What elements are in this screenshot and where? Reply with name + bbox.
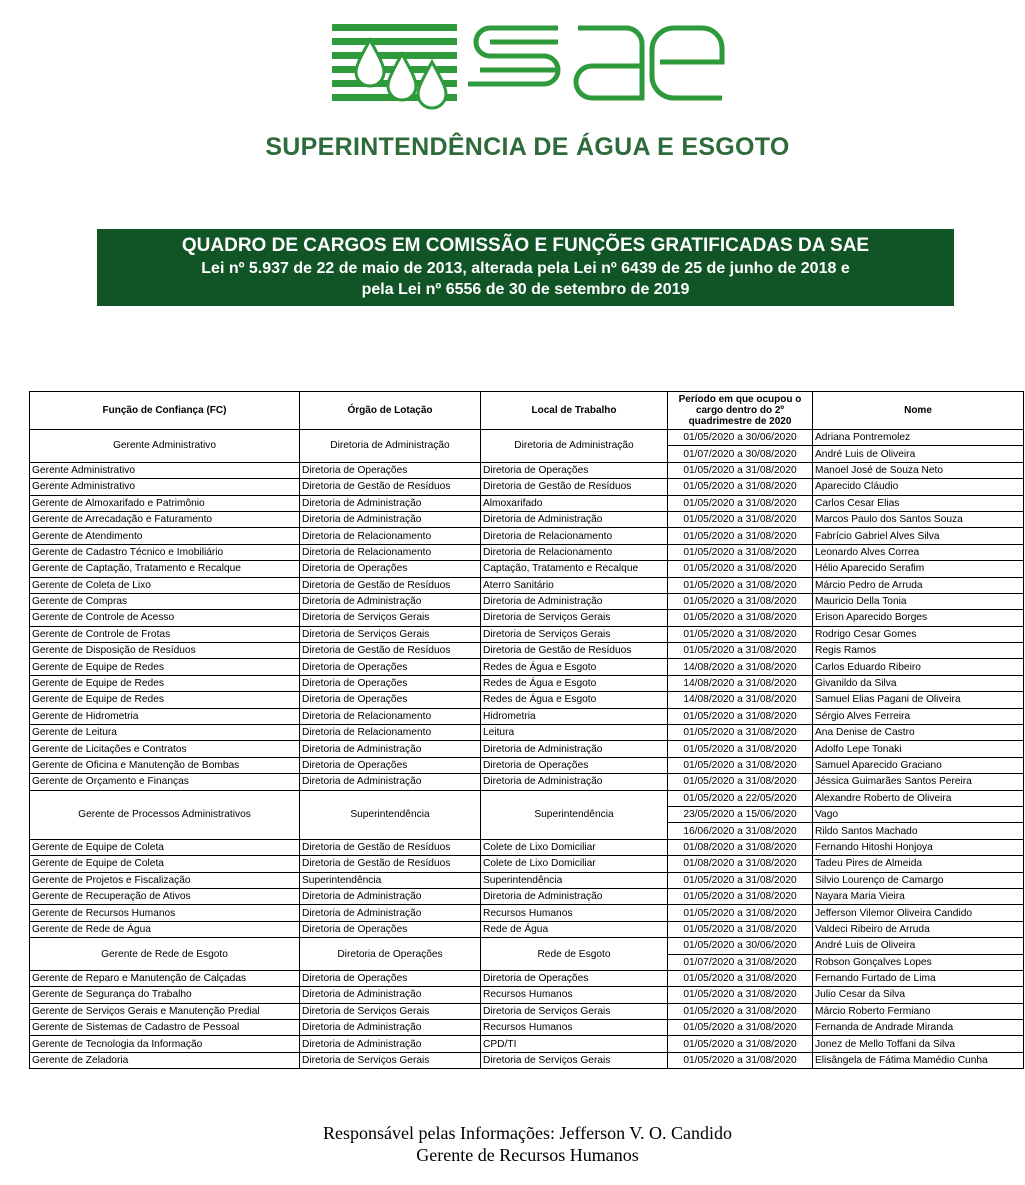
cell-periodo: 01/05/2020 a 31/08/2020 [668,741,813,757]
cell-nome: Nayara Maria Vieira [813,888,1024,904]
footer [0,1122,1025,1166]
cell-nome: Erison Aparecido Borges [813,610,1024,626]
table-row [30,905,1024,921]
cell-funcao: Gerente de Hidrometria [30,708,300,724]
cell-periodo: 01/05/2020 a 31/08/2020 [668,1003,813,1019]
cell-nome: Silvio Lourenço de Camargo [813,872,1024,888]
table-row [30,462,1024,478]
cell-nome: Samuel Aparecido Graciano [813,757,1024,773]
cell-periodo: 23/05/2020 a 15/06/2020 [668,806,813,822]
cell-funcao: Gerente Administrativo [30,430,300,463]
cell-nome: Rodrigo Cesar Gomes [813,626,1024,642]
cell-periodo: 01/05/2020 a 31/08/2020 [668,528,813,544]
cell-local: Colete de Lixo Domiciliar [481,839,668,855]
cell-nome: Alexandre Roberto de Oliveira [813,790,1024,806]
cell-funcao: Gerente de Equipe de Coleta [30,839,300,855]
cell-periodo: 01/05/2020 a 30/06/2020 [668,430,813,446]
cell-local: Superintendência [481,790,668,839]
cell-periodo: 01/05/2020 a 31/08/2020 [668,577,813,593]
cell-orgao: Diretoria de Operações [300,921,481,937]
cell-orgao: Diretoria de Gestão de Resíduos [300,643,481,659]
cell-orgao: Diretoria de Serviços Gerais [300,626,481,642]
cell-orgao: Diretoria de Administração [300,511,481,527]
header-local: Local de Trabalho [481,392,668,430]
cell-orgao: Diretoria de Relacionamento [300,528,481,544]
cell-periodo: 01/05/2020 a 31/08/2020 [668,610,813,626]
cell-funcao: Gerente de Oficina e Manutenção de Bombas [30,757,300,773]
cell-local: Recursos Humanos [481,1020,668,1036]
cell-nome: Adolfo Lepe Tonaki [813,741,1024,757]
cell-periodo: 01/07/2020 a 31/08/2020 [668,954,813,970]
cell-nome: Vago [813,806,1024,822]
cell-funcao: Gerente de Captação, Tratamento e Recalque [30,561,300,577]
cell-local: Diretoria de Serviços Gerais [481,610,668,626]
cell-nome: Jefferson Vilemor Oliveira Candido [813,905,1024,921]
table-row [30,1020,1024,1036]
table-row [30,577,1024,593]
cell-local: Diretoria de Serviços Gerais [481,1052,668,1068]
cell-funcao: Gerente de Recuperação de Ativos [30,888,300,904]
cell-local: CPD/TI [481,1036,668,1052]
cell-periodo: 14/08/2020 a 31/08/2020 [668,675,813,691]
cell-orgao: Diretoria de Administração [300,1020,481,1036]
cell-orgao: Superintendência [300,790,481,839]
cell-periodo: 14/08/2020 a 31/08/2020 [668,692,813,708]
cell-nome: Fernando Hitoshi Honjoya [813,839,1024,855]
table-row [30,495,1024,511]
cell-orgao: Diretoria de Administração [300,774,481,790]
cell-orgao: Diretoria de Relacionamento [300,544,481,560]
footer-role: Gerente de Recursos Humanos [416,1145,639,1165]
cell-local: Diretoria de Operações [481,757,668,773]
cell-funcao: Gerente de Rede de Água [30,921,300,937]
organization-name: SUPERINTENDÊNCIA DE ÁGUA E ESGOTO [265,133,790,161]
table-body [30,430,1024,1069]
table-row [30,774,1024,790]
cell-periodo: 01/05/2020 a 31/08/2020 [668,1036,813,1052]
cell-orgao: Diretoria de Operações [300,938,481,971]
cell-local: Diretoria de Administração [481,888,668,904]
cell-nome: Carlos Eduardo Ribeiro [813,659,1024,675]
cell-funcao: Gerente de Projetos e Fiscalização [30,872,300,888]
cell-local: Redes de Água e Esgoto [481,659,668,675]
cell-nome: Márcio Pedro de Arruda [813,577,1024,593]
cell-nome: Samuel Elias Pagani de Oliveira [813,692,1024,708]
cell-local: Recursos Humanos [481,905,668,921]
cell-local: Leitura [481,725,668,741]
cell-periodo: 01/08/2020 a 31/08/2020 [668,839,813,855]
cell-periodo: 01/05/2020 a 31/08/2020 [668,970,813,986]
cell-nome: Fernanda de Andrade Miranda [813,1020,1024,1036]
cell-nome: Givanildo da Silva [813,675,1024,691]
cell-nome: Carlos Cesar Elias [813,495,1024,511]
table-row [30,692,1024,708]
cell-periodo: 01/05/2020 a 31/08/2020 [668,544,813,560]
table-row [30,708,1024,724]
table-row [30,888,1024,904]
table-row [30,610,1024,626]
cell-orgao: Diretoria de Administração [300,741,481,757]
cell-periodo: 01/05/2020 a 31/08/2020 [668,774,813,790]
cell-nome: Elisângela de Fátima Mamédio Cunha [813,1052,1024,1068]
cell-orgao: Diretoria de Operações [300,970,481,986]
cell-funcao: Gerente de Tecnologia da Informação [30,1036,300,1052]
cell-funcao: Gerente de Compras [30,593,300,609]
cell-nome: Valdeci Ribeiro de Arruda [813,921,1024,937]
cell-periodo: 01/05/2020 a 31/08/2020 [668,495,813,511]
cell-funcao: Gerente de Sistemas de Cadastro de Pessoal [30,1020,300,1036]
table-row [30,511,1024,527]
cell-orgao: Diretoria de Gestão de Resíduos [300,856,481,872]
cell-orgao: Diretoria de Administração [300,430,481,463]
cell-local: Diretoria de Administração [481,774,668,790]
cell-funcao: Gerente de Coleta de Lixo [30,577,300,593]
cell-orgao: Superintendência [300,872,481,888]
cell-periodo: 01/05/2020 a 31/08/2020 [668,757,813,773]
cell-orgao: Diretoria de Administração [300,888,481,904]
cell-nome: Sérgio Alves Ferreira [813,708,1024,724]
footer-responsible: Responsável pelas Informações: Jefferson V. O. Candido [323,1123,732,1143]
cell-funcao: Gerente de Equipe de Redes [30,659,300,675]
cell-local: Aterro Sanitário [481,577,668,593]
positions-table [29,391,1024,1069]
header-funcao: Função de Confiança (FC) [30,392,300,430]
cell-periodo: 01/05/2020 a 31/08/2020 [668,987,813,1003]
cell-nome: Tadeu Pires de Almeida [813,856,1024,872]
table-row [30,987,1024,1003]
cell-periodo: 01/05/2020 a 31/08/2020 [668,479,813,495]
table-row [30,430,1024,446]
cell-orgao: Diretoria de Gestão de Resíduos [300,839,481,855]
cell-orgao: Diretoria de Gestão de Resíduos [300,479,481,495]
cell-local: Almoxarifado [481,495,668,511]
cell-periodo: 01/05/2020 a 31/08/2020 [668,643,813,659]
table-row [30,839,1024,855]
table-row [30,1052,1024,1068]
cell-periodo: 01/05/2020 a 22/05/2020 [668,790,813,806]
cell-local: Diretoria de Operações [481,462,668,478]
cell-nome: Regis Ramos [813,643,1024,659]
table-row [30,938,1024,954]
header-periodo: Período em que ocupou o cargo dentro do 2º quadrimestre de 2020 [668,392,813,430]
cell-funcao: Gerente de Disposição de Resíduos [30,643,300,659]
cell-nome: Robson Gonçalves Lopes [813,954,1024,970]
cell-periodo: 01/05/2020 a 31/08/2020 [668,708,813,724]
cell-orgao: Diretoria de Relacionamento [300,708,481,724]
cell-funcao: Gerente de Recursos Humanos [30,905,300,921]
cell-funcao: Gerente de Controle de Acesso [30,610,300,626]
cell-periodo: 01/05/2020 a 31/08/2020 [668,1020,813,1036]
cell-orgao: Diretoria de Operações [300,462,481,478]
cell-nome: André Luis de Oliveira [813,938,1024,954]
cell-local: Diretoria de Serviços Gerais [481,626,668,642]
cell-nome: Rildo Santos Machado [813,823,1024,839]
cell-funcao: Gerente de Licitações e Contratos [30,741,300,757]
cell-nome: Jéssica Guimarães Santos Pereira [813,774,1024,790]
cell-local: Rede de Água [481,921,668,937]
cell-local: Diretoria de Gestão de Resíduos [481,643,668,659]
table-row [30,593,1024,609]
cell-nome: Adriana Pontremolez [813,430,1024,446]
cell-funcao: Gerente de Reparo e Manutenção de Calçadas [30,970,300,986]
cell-orgao: Diretoria de Administração [300,593,481,609]
cell-orgao: Diretoria de Gestão de Resíduos [300,577,481,593]
cell-nome: Fernando Furtado de Lima [813,970,1024,986]
cell-funcao: Gerente de Serviços Gerais e Manutenção Predial [30,1003,300,1019]
cell-periodo: 01/05/2020 a 31/08/2020 [668,462,813,478]
table-header-row [30,392,1024,430]
cell-orgao: Diretoria de Serviços Gerais [300,610,481,626]
cell-local: Diretoria de Administração [481,593,668,609]
cell-funcao: Gerente de Equipe de Redes [30,675,300,691]
cell-periodo: 14/08/2020 a 31/08/2020 [668,659,813,675]
cell-local: Diretoria de Relacionamento [481,544,668,560]
cell-periodo: 01/05/2020 a 31/08/2020 [668,888,813,904]
cell-orgao: Diretoria de Serviços Gerais [300,1052,481,1068]
cell-nome: Manoel José de Souza Neto [813,462,1024,478]
table-row [30,725,1024,741]
cell-nome: Aparecido Cláudio [813,479,1024,495]
cell-nome: Marcos Paulo dos Santos Souza [813,511,1024,527]
cell-nome: Jonez de Mello Toffani da Silva [813,1036,1024,1052]
cell-local: Hidrometria [481,708,668,724]
sae-logo [330,18,725,110]
cell-local: Rede de Esgoto [481,938,668,971]
cell-periodo: 01/05/2020 a 31/08/2020 [668,1052,813,1068]
cell-orgao: Diretoria de Operações [300,757,481,773]
cell-local: Captação, Tratamento e Recalque [481,561,668,577]
banner-law-line-2: pela Lei nº 6556 de 30 de setembro de 2019 [361,281,690,298]
cell-orgao: Diretoria de Operações [300,659,481,675]
cell-local: Diretoria de Operações [481,970,668,986]
cell-funcao: Gerente de Processos Administrativos [30,790,300,839]
title-banner [97,229,954,306]
cell-periodo: 01/05/2020 a 31/08/2020 [668,561,813,577]
cell-local: Redes de Água e Esgoto [481,692,668,708]
cell-nome: Hélio Aparecido Serafim [813,561,1024,577]
cell-funcao: Gerente Administrativo [30,462,300,478]
table-row [30,741,1024,757]
cell-periodo: 01/05/2020 a 31/08/2020 [668,921,813,937]
cell-local: Diretoria de Administração [481,430,668,463]
cell-local: Diretoria de Serviços Gerais [481,1003,668,1019]
cell-orgao: Diretoria de Relacionamento [300,725,481,741]
cell-funcao: Gerente de Atendimento [30,528,300,544]
cell-periodo: 16/06/2020 a 31/08/2020 [668,823,813,839]
table-row [30,659,1024,675]
cell-funcao: Gerente de Cadastro Técnico e Imobiliário [30,544,300,560]
table-row [30,872,1024,888]
cell-local: Diretoria de Administração [481,511,668,527]
table-row [30,675,1024,691]
cell-funcao: Gerente de Orçamento e Finanças [30,774,300,790]
cell-funcao: Gerente de Zeladoria [30,1052,300,1068]
table-row [30,757,1024,773]
cell-orgao: Diretoria de Serviços Gerais [300,1003,481,1019]
cell-periodo: 01/05/2020 a 31/08/2020 [668,511,813,527]
cell-nome: Márcio Roberto Fermiano [813,1003,1024,1019]
cell-orgao: Diretoria de Operações [300,692,481,708]
table-row [30,856,1024,872]
header-nome: Nome [813,392,1024,430]
sae-logo-graphic [330,18,725,110]
cell-nome: Leonardo Alves Correa [813,544,1024,560]
cell-funcao: Gerente de Almoxarifado e Patrimônio [30,495,300,511]
table-row [30,790,1024,806]
cell-periodo: 01/07/2020 a 30/08/2020 [668,446,813,462]
table-row [30,528,1024,544]
cell-nome: André Luis de Oliveira [813,446,1024,462]
table-row [30,479,1024,495]
banner-law-line-1: Lei nº 5.937 de 22 de maio de 2013, alterada pela Lei nº 6439 de 25 de junho de 2018 e [201,260,850,277]
cell-funcao: Gerente de Leitura [30,725,300,741]
table-row [30,626,1024,642]
cell-periodo: 01/08/2020 a 31/08/2020 [668,856,813,872]
cell-periodo: 01/05/2020 a 31/08/2020 [668,872,813,888]
cell-funcao: Gerente de Controle de Frotas [30,626,300,642]
header-orgao: Órgão de Lotação [300,392,481,430]
cell-periodo: 01/05/2020 a 31/08/2020 [668,626,813,642]
table-row [30,544,1024,560]
cell-nome: Julio Cesar da Silva [813,987,1024,1003]
cell-nome: Fabrício Gabriel Alves Silva [813,528,1024,544]
cell-local: Colete de Lixo Domiciliar [481,856,668,872]
cell-funcao: Gerente Administrativo [30,479,300,495]
cell-local: Superintendência [481,872,668,888]
cell-local: Diretoria de Relacionamento [481,528,668,544]
cell-local: Diretoria de Gestão de Resíduos [481,479,668,495]
cell-orgao: Diretoria de Operações [300,561,481,577]
cell-funcao: Gerente de Segurança do Trabalho [30,987,300,1003]
cell-periodo: 01/05/2020 a 30/06/2020 [668,938,813,954]
cell-orgao: Diretoria de Administração [300,1036,481,1052]
cell-nome: Ana Denise de Castro [813,725,1024,741]
cell-periodo: 01/05/2020 a 31/08/2020 [668,593,813,609]
cell-funcao: Gerente de Arrecadação e Faturamento [30,511,300,527]
cell-periodo: 01/05/2020 a 31/08/2020 [668,725,813,741]
cell-funcao: Gerente de Equipe de Redes [30,692,300,708]
cell-funcao: Gerente de Equipe de Coleta [30,856,300,872]
table-row [30,643,1024,659]
cell-local: Diretoria de Administração [481,741,668,757]
cell-nome: Mauricio Della Tonia [813,593,1024,609]
cell-periodo: 01/05/2020 a 31/08/2020 [668,905,813,921]
table-row [30,1003,1024,1019]
cell-local: Redes de Água e Esgoto [481,675,668,691]
table-row [30,970,1024,986]
cell-local: Recursos Humanos [481,987,668,1003]
cell-orgao: Diretoria de Administração [300,905,481,921]
table-row [30,921,1024,937]
cell-orgao: Diretoria de Administração [300,987,481,1003]
table-row [30,561,1024,577]
table-row [30,1036,1024,1052]
cell-funcao: Gerente de Rede de Esgoto [30,938,300,971]
banner-title: QUADRO DE CARGOS EM COMISSÃO E FUNÇÕES GRATIFICADAS DA SAE [181,235,870,256]
cell-orgao: Diretoria de Operações [300,675,481,691]
cell-orgao: Diretoria de Administração [300,495,481,511]
